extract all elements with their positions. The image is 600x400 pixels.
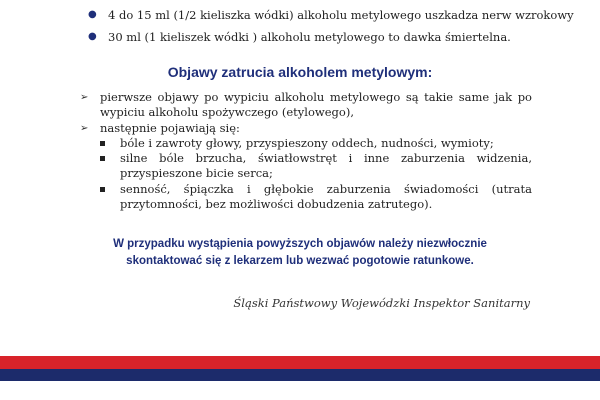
square-bullet-icon xyxy=(100,187,105,192)
dose-bullet-text: 30 ml (1 kieliszek wódki ) alkoholu metylowego to dawka śmiertelna. xyxy=(108,30,511,44)
symptoms-list xyxy=(80,90,532,212)
bullet-dot-icon: ● xyxy=(88,9,97,20)
warning-line-1: W przypadku wystąpienia powyższych objawów należy niezwłocznie xyxy=(113,238,487,250)
footer-stripe-navy xyxy=(0,369,600,381)
symptoms-heading: Objawy zatrucia alkoholem metylowym: xyxy=(167,64,433,80)
square-bullet-icon xyxy=(100,156,105,161)
symptom-arrow-item xyxy=(80,121,532,136)
footer-stripe-red xyxy=(0,356,600,369)
warning-message xyxy=(0,236,600,270)
signature: Śląski Państwowy Wojewódzki Inspektor Sanitarny xyxy=(233,296,530,310)
symptom-sub-list xyxy=(80,136,532,212)
symptom-next-intro: następnie pojawiają się: xyxy=(100,120,240,135)
warning-line-2: skontaktować się z lekarzem lub wezwać pogotowie ratunkowe. xyxy=(126,255,474,267)
symptom-sub-text: senność, śpiączka i głębokie zaburzenia świadomości (utrata przytomności, bez możliwości dobudzenia zatrutego). xyxy=(120,181,532,212)
symptom-sub-text: bóle i zawroty głowy, przyspieszony oddech, nudności, wymioty; xyxy=(120,135,494,150)
symptom-sub-item xyxy=(100,136,532,151)
dose-bullet-text: 4 do 15 ml (1/2 kieliszka wódki) alkoholu metylowego uszkadza nerw wzrokowy xyxy=(108,8,574,22)
arrow-bullet-icon: ➢ xyxy=(80,122,89,134)
symptom-sub-text: silne bóle brzucha, światłowstręt i inne zaburzenia widzenia, przyspieszone bicie serca; xyxy=(120,151,532,181)
symptom-sub-item xyxy=(100,182,532,213)
dose-bullet-item xyxy=(88,8,588,22)
bullet-dot-icon: ● xyxy=(88,31,97,42)
arrow-bullet-icon: ➢ xyxy=(80,92,89,103)
symptom-arrow-item xyxy=(80,90,532,121)
dose-bullet-list xyxy=(88,8,588,52)
symptom-first-text: pierwsze objawy po wypiciu alkoholu metylowego są takie same jak po wypiciu alkoholu spożywczego (etylowego), xyxy=(100,90,532,120)
dose-bullet-item xyxy=(88,30,588,44)
square-bullet-icon xyxy=(100,141,105,146)
symptom-sub-item xyxy=(100,151,532,182)
